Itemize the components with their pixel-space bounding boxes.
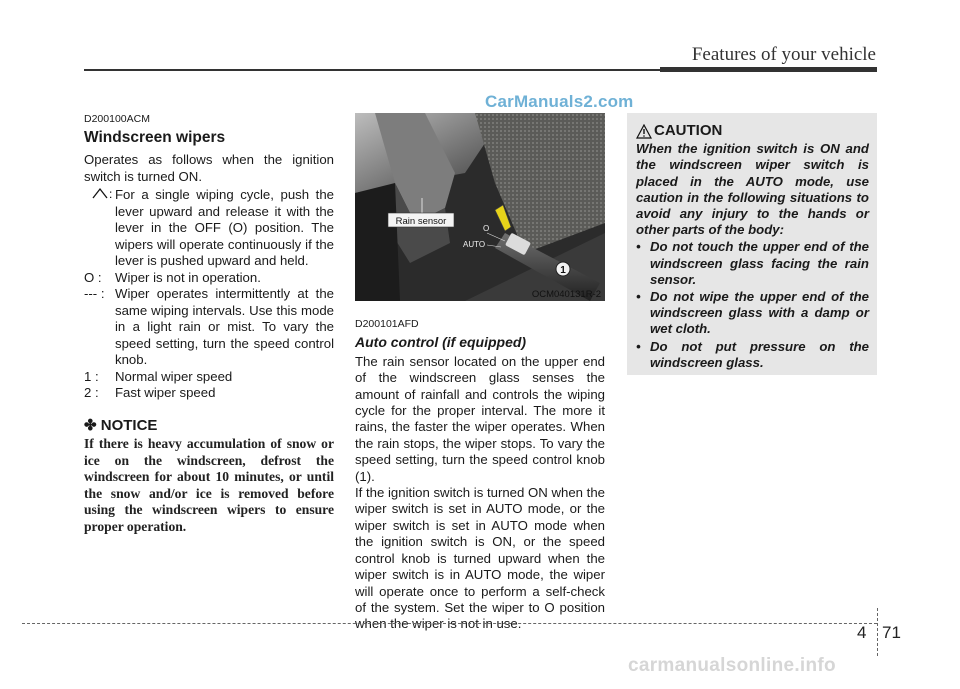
- mode-item-intermittent: [84, 286, 334, 369]
- mode-item-fast: [84, 385, 334, 402]
- watermark-logo[interactable]: CarManuals2.com: [485, 92, 634, 111]
- figure-code: OCM040131R-2: [531, 289, 601, 300]
- header-rule: [84, 69, 660, 71]
- mode-item-label: --- :: [84, 286, 105, 301]
- mode-item-label: 1 :: [84, 368, 99, 384]
- notice-title-text: NOTICE: [100, 416, 158, 434]
- auto-position-label: AUTO: [463, 240, 486, 249]
- mode-item-text: Fast wiper speed: [115, 385, 216, 400]
- footer-site-link[interactable]: carmanualsonline.info: [628, 655, 836, 676]
- mode-item-text: For a single wiping cycle, push the lever upward and release it with the lever in the OFF (O) position. The wipers will operate continuously if the lever is pushed upward and held.: [115, 187, 334, 268]
- mode-item-normal: [84, 369, 334, 386]
- caution-title-text: CAUTION: [654, 122, 723, 139]
- running-header-title: Features of your vehicle: [691, 44, 876, 65]
- single-wipe-caret-icon: [84, 186, 114, 200]
- rain-sensor-illustration: [355, 113, 605, 301]
- section-code: D200101AFD: [355, 318, 419, 330]
- caution-box: [627, 113, 877, 375]
- caution-title: [636, 123, 869, 139]
- notice-cross-icon: ✤: [84, 416, 97, 434]
- notice-body: If there is heavy accumulation of snow or ice on the windscreen, defrost the windscreen for about 10 minutes, or until the snow and/or ice is removed before using the windscreen wipers to ensure proper operation.: [84, 436, 334, 534]
- mode-item-label: O :: [84, 269, 102, 285]
- mode-item-single-wipe: [84, 187, 334, 270]
- auto-paragraph-1: The rain sensor located on the upper end of the windscreen glass senses the amount of rainfall and controls the wiping cycle for the proper interval. The more it rains, the faster the wiper operates. When the rain stops, the wiper stops. To vary the speed setting, turn the speed control knob (1).: [355, 353, 605, 484]
- footer-rule: [22, 623, 877, 624]
- header-rule-accent: [660, 67, 877, 72]
- caution-bullet: • Do not put pressure on the windscreen glass.: [636, 338, 869, 370]
- footer-divider: [877, 608, 878, 656]
- o-position-label: O: [483, 224, 490, 233]
- middle-column: [355, 316, 605, 633]
- section-heading: Windscreen wipers: [84, 128, 226, 146]
- caution-bullet-text: Do not put pressure on the windscreen glass.: [650, 338, 869, 370]
- left-column: [84, 111, 334, 535]
- rain-sensor-callout: Rain sensor: [395, 216, 447, 227]
- mode-item-off: [84, 270, 334, 287]
- mode-item-text: Wiper operates intermittently at the same wiping intervals. Use this mode in a light rain or mist. To vary the speed setting, turn the speed control knob.: [115, 286, 334, 367]
- section-code: D200100ACM: [84, 113, 150, 125]
- warning-triangle-icon: [636, 124, 652, 139]
- caution-intro: When the ignition switch is ON and the windscreen wiper switch is placed in the AUTO mode, use caution in the following situations to avoid any injury to the hands or other parts of the body:: [636, 141, 869, 238]
- mode-item-label: 2 :: [84, 385, 99, 400]
- mode-item-text: Wiper is not in operation.: [115, 269, 261, 285]
- caution-bullet: • Do not touch the upper end of the windscreen glass facing the rain sensor.: [636, 239, 869, 287]
- page-number: 71: [882, 623, 901, 642]
- svg-text::: :: [109, 187, 113, 200]
- mode-item-text: Normal wiper speed: [115, 368, 233, 384]
- section-heading: Auto control (if equipped): [355, 334, 527, 351]
- intro-paragraph: Operates as follows when the ignition switch is turned ON.: [84, 152, 334, 184]
- caution-bullet: • Do not wipe the upper end of the windscreen glass with a damp or wet cloth.: [636, 289, 869, 337]
- notice-title: [84, 418, 334, 435]
- caution-bullet-text: Do not touch the upper end of the windscreen glass facing the rain sensor.: [650, 239, 869, 287]
- caution-bullet-text: Do not wipe the upper end of the windscreen glass with a damp or wet cloth.: [650, 289, 869, 337]
- knob-label: 1: [560, 265, 566, 276]
- auto-paragraph-2: If the ignition switch is turned ON when the wiper switch is set in AUTO mode, or the wiper switch is set in AUTO mode when the ignition switch is ON, or the speed control knob is turned upward when the wiper switch is in AUTO mode, the wiper will operate once to perform a self-check of the system. Set the wiper to O position when the wiper is not in use.: [355, 485, 605, 632]
- section-number: 4: [857, 623, 867, 642]
- rain-sensor-figure: [355, 113, 605, 301]
